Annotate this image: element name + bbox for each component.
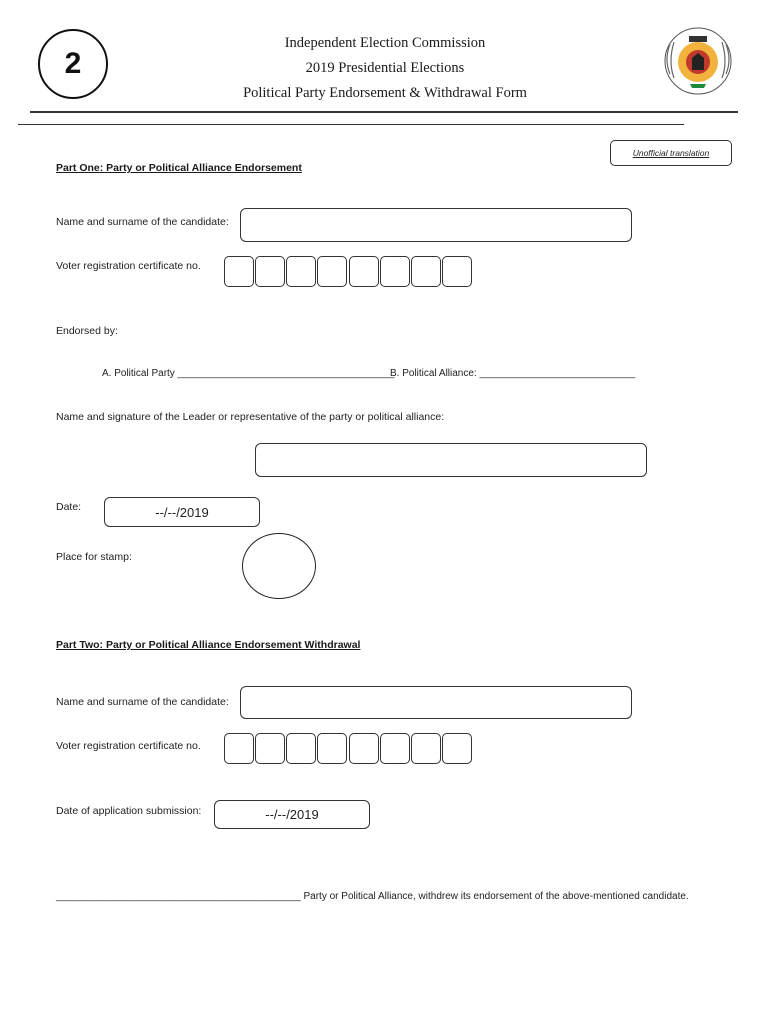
p1-digit-box-2[interactable] — [255, 256, 285, 287]
submission-date-value: --/--/2019 — [265, 807, 319, 822]
date-value: --/--/2019 — [155, 504, 209, 520]
political-alliance-line: B. Political Alliance: ____________________________ — [390, 368, 636, 379]
date-field[interactable] — [104, 497, 260, 527]
p1-voter-cert-boxes — [224, 256, 474, 288]
p2-candidate-name-field[interactable] — [240, 686, 632, 719]
p1-digit-box-1[interactable] — [224, 256, 254, 287]
stamp-circle — [242, 533, 316, 599]
leader-signature-label: Name and signature of the Leader or representative of the party or political alliance: — [56, 411, 445, 423]
p1-digit-box-5[interactable] — [349, 256, 379, 287]
p2-digit-box-5[interactable] — [349, 733, 379, 764]
p1-digit-box-8[interactable] — [442, 256, 472, 287]
p2-candidate-name-label: Name and surname of the candidate: — [56, 696, 229, 708]
submission-date-label: Date of application submission: — [56, 805, 202, 817]
p2-digit-box-6[interactable] — [380, 733, 410, 764]
p2-digit-box-7[interactable] — [411, 733, 441, 764]
p2-digit-box-2[interactable] — [255, 733, 285, 764]
p1-digit-box-7[interactable] — [411, 256, 441, 287]
p2-voter-cert-boxes — [224, 733, 474, 765]
p1-digit-box-6[interactable] — [380, 256, 410, 287]
submission-date-field[interactable] — [214, 800, 370, 829]
p2-digit-box-3[interactable] — [286, 733, 316, 764]
p2-digit-box-4[interactable] — [317, 733, 347, 764]
withdrawal-statement: ____________________________________________ Party or Political Alliance, withdrew its endorsement of the above-mentioned candidate. — [56, 891, 689, 902]
p1-candidate-name-label: Name and surname of the candidate: — [56, 216, 229, 228]
leader-signature-field[interactable] — [255, 443, 647, 477]
header-rule-bottom — [18, 124, 684, 125]
header-rule-top — [30, 111, 738, 113]
unofficial-translation-text: Unofficial translation — [632, 148, 710, 158]
form-number-badge — [38, 29, 108, 99]
p2-voter-cert-label: Voter registration certificate no. — [56, 740, 201, 752]
date-label: Date: — [56, 501, 82, 513]
header-title-2: 2019 Presidential Elections — [305, 60, 465, 76]
form-number: 2 — [64, 47, 82, 80]
endorsed-by-label: Endorsed by: — [56, 325, 118, 337]
p2-digit-box-1[interactable] — [224, 733, 254, 764]
part-two-title: Part Two: Party or Political Alliance Endorsement Withdrawal — [56, 639, 361, 651]
commission-emblem-logo — [656, 22, 740, 100]
unofficial-translation-badge — [610, 140, 732, 166]
stamp-label: Place for stamp: — [56, 551, 132, 563]
political-party-line: A. Political Party _______________________________________ — [102, 368, 395, 379]
p1-voter-cert-label: Voter registration certificate no. — [56, 260, 201, 272]
header-title-1: Independent Election Commission — [284, 35, 486, 51]
part-one-title: Part One: Party or Political Alliance Endorsement — [56, 162, 302, 174]
p1-digit-box-4[interactable] — [317, 256, 347, 287]
p1-digit-box-3[interactable] — [286, 256, 316, 287]
p1-candidate-name-field[interactable] — [240, 208, 632, 242]
p2-digit-box-8[interactable] — [442, 733, 472, 764]
header-title-3: Political Party Endorsement & Withdrawal Form — [243, 85, 527, 101]
